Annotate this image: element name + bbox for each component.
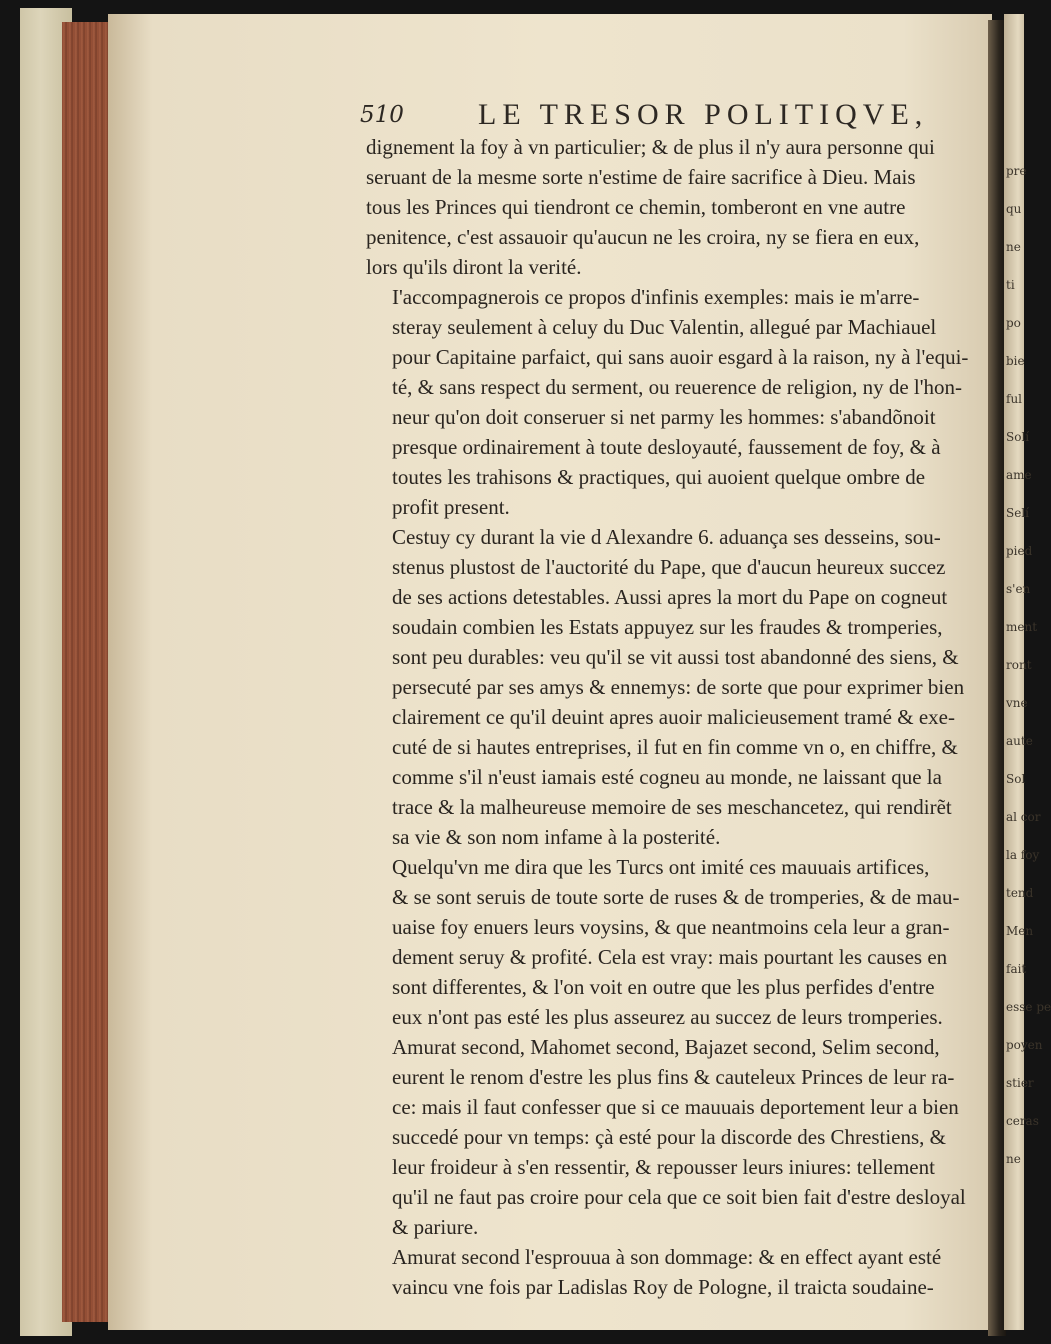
text-line: toutes les trahisons & practiques, qui auoient quelque ombre de [392,465,926,489]
text-line: lors qu'ils diront la verité. [366,255,582,279]
paragraph [366,132,992,282]
text-line: Cestuy cy durant la vie d Alexandre 6. aduança ses desseins, sou- [392,525,941,549]
facing-page-fragment: Solí [1006,430,1030,444]
facing-page-fragment: qu [1006,202,1022,216]
text-line: dignement la foy à vn particulier; & de plus il n'y aura personne qui [366,135,935,159]
text-line: pour Capitaine parfaict, qui sans auoir esgard à la raison, ny à l'equi- [392,345,969,369]
text-line: dement seruy & profité. Cela est vray: mais pourtant les causes en [392,945,948,969]
facing-page-fragment: s'en [1006,582,1031,596]
facing-page-fragment: Selí [1006,506,1029,520]
text-line: Amurat second, Mahomet second, Bajazet second, Selim second, [392,1035,940,1059]
text-line: cuté de si hautes entreprises, il fut en fin comme vn o, en chiffre, & [392,735,958,759]
facing-page-fragment: stier [1006,1076,1034,1090]
text-line: qu'il ne faut pas croire pour cela que ce soit bien fait d'estre desloyal [392,1185,966,1209]
facing-page-fragment: tend [1006,886,1034,900]
text-line: Quelqu'vn me dira que les Turcs ont imité ces mauuais artifices, [392,855,930,879]
text-line: penitence, c'est assauoir qu'aucun ne les croira, ny se fiera en eux, [366,225,920,249]
page-number: 510 [360,102,404,128]
text-line: & se sont seruis de toute sorte de ruses & de tromperies, & de mau- [392,885,960,909]
text-line: soudain combien les Estats appuyez sur les fraudes & tromperies, [392,615,943,639]
text-line: té, & sans respect du serment, ou reuerence de religion, ny de l'hon- [392,375,963,399]
text-line: uaise foy enuers leurs voysins, & que neantmoins cela leur a gran- [392,915,950,939]
page-edges [62,22,112,1322]
text-line: clairement ce qu'il deuint apres auoir malicieusement tramé & exe- [392,705,955,729]
text-line: trace & la malheureuse memoire de ses meschancetez, qui rendirẽt [392,795,952,819]
text-line: leur froideur à s'en ressentir, & repousser leurs iniures: tellement [392,1155,935,1179]
text-line: eux n'ont pas esté les plus asseurez au succez de leurs tromperies. [392,1005,943,1029]
facing-page-fragment: pied [1006,544,1033,558]
text-line: comme s'il n'eust iamais esté cogneu au monde, ne laissant que la [392,765,942,789]
facing-page-fragment: ceras [1006,1114,1039,1128]
text-line: succedé pour vn temps: çà esté pour la discorde des Chrestiens, & [392,1125,947,1149]
text-line: eurent le renom d'estre les plus fins & cauteleux Princes de leur ra- [392,1065,955,1089]
facing-page-fragment: ne [1006,240,1021,254]
text-line: I'accompagnerois ce propos d'infinis exemples: mais ie m'arre- [392,285,920,309]
facing-page-fragment: la foy [1006,848,1040,862]
text-line: vaincu vne fois par Ladislas Roy de Pologne, il traicta soudaine- [392,1275,934,1299]
facing-page-fragment: ront [1006,658,1032,672]
facing-page-fragment: ful [1006,392,1023,406]
paragraph [366,1032,992,1242]
facing-page-fragment: al cor [1006,810,1041,824]
text-line: tous les Princes qui tiendront ce chemin, tomberont en vne autre [366,195,906,219]
paragraph [366,852,992,1032]
body-text [366,132,992,1302]
facing-page-fragment: ment [1006,620,1038,634]
running-title: LE TRESOR POLITIQVE, [478,98,929,131]
facing-page-fragment: Sol [1006,772,1026,786]
facing-page-fragment: ti [1006,278,1015,292]
text-line: neur qu'on doit conseruer si net parmy les hommes: s'abandõnoit [392,405,936,429]
text-line: sa vie & son nom infame à la posterité. [392,825,721,849]
text-line: de ses actions detestables. Aussi apres la mort du Pape on cogneut [392,585,948,609]
facing-page-fragment: bie [1006,354,1025,368]
facing-page-fragment: po [1006,316,1021,330]
facing-page-fragment: Men [1006,924,1034,938]
text-line: sont peu durables: veu qu'il se vit aussi tost abandonné des siens, & [392,645,959,669]
facing-page-edge [1004,14,1051,1330]
text-line: ce: mais il faut confesser que si ce mauuais deportement leur a bien [392,1095,959,1119]
facing-page-fragment: pre [1006,164,1027,178]
text-line: persecuté par ses amys & ennemys: de sorte que pour exprimer bien [392,675,965,699]
facing-page-fragment: aute [1006,734,1033,748]
facing-page-fragment: esse pe [1006,1000,1051,1014]
paragraph [366,282,992,522]
text-line: presque ordinairement à toute desloyauté, faussement de foy, & à [392,435,941,459]
text-line: sont differentes, & l'on voit en outre que les plus perfides d'entre [392,975,935,999]
text-line: Amurat second l'esprouua à son dommage: & en effect ayant esté [392,1245,942,1269]
facing-page-fragment: vne [1006,696,1028,710]
text-line: profit present. [392,495,510,519]
facing-page-fragment: ame [1006,468,1032,482]
text-line: seruant de la mesme sorte n'estime de faire sacrifice à Dieu. Mais [366,165,916,189]
text-line: stenus plustost de l'auctorité du Pape, que d'aucun heureux succez [392,555,946,579]
facing-page-fragment: poyen [1006,1038,1043,1052]
text-line: & pariure. [392,1215,479,1239]
paragraph [366,1242,992,1302]
facing-page-fragment: ne [1006,1152,1021,1166]
paragraph [366,522,992,852]
text-line: steray seulement à celuy du Duc Valentin, allegué par Machiauel [392,315,937,339]
facing-page-fragment: fait [1006,962,1027,976]
